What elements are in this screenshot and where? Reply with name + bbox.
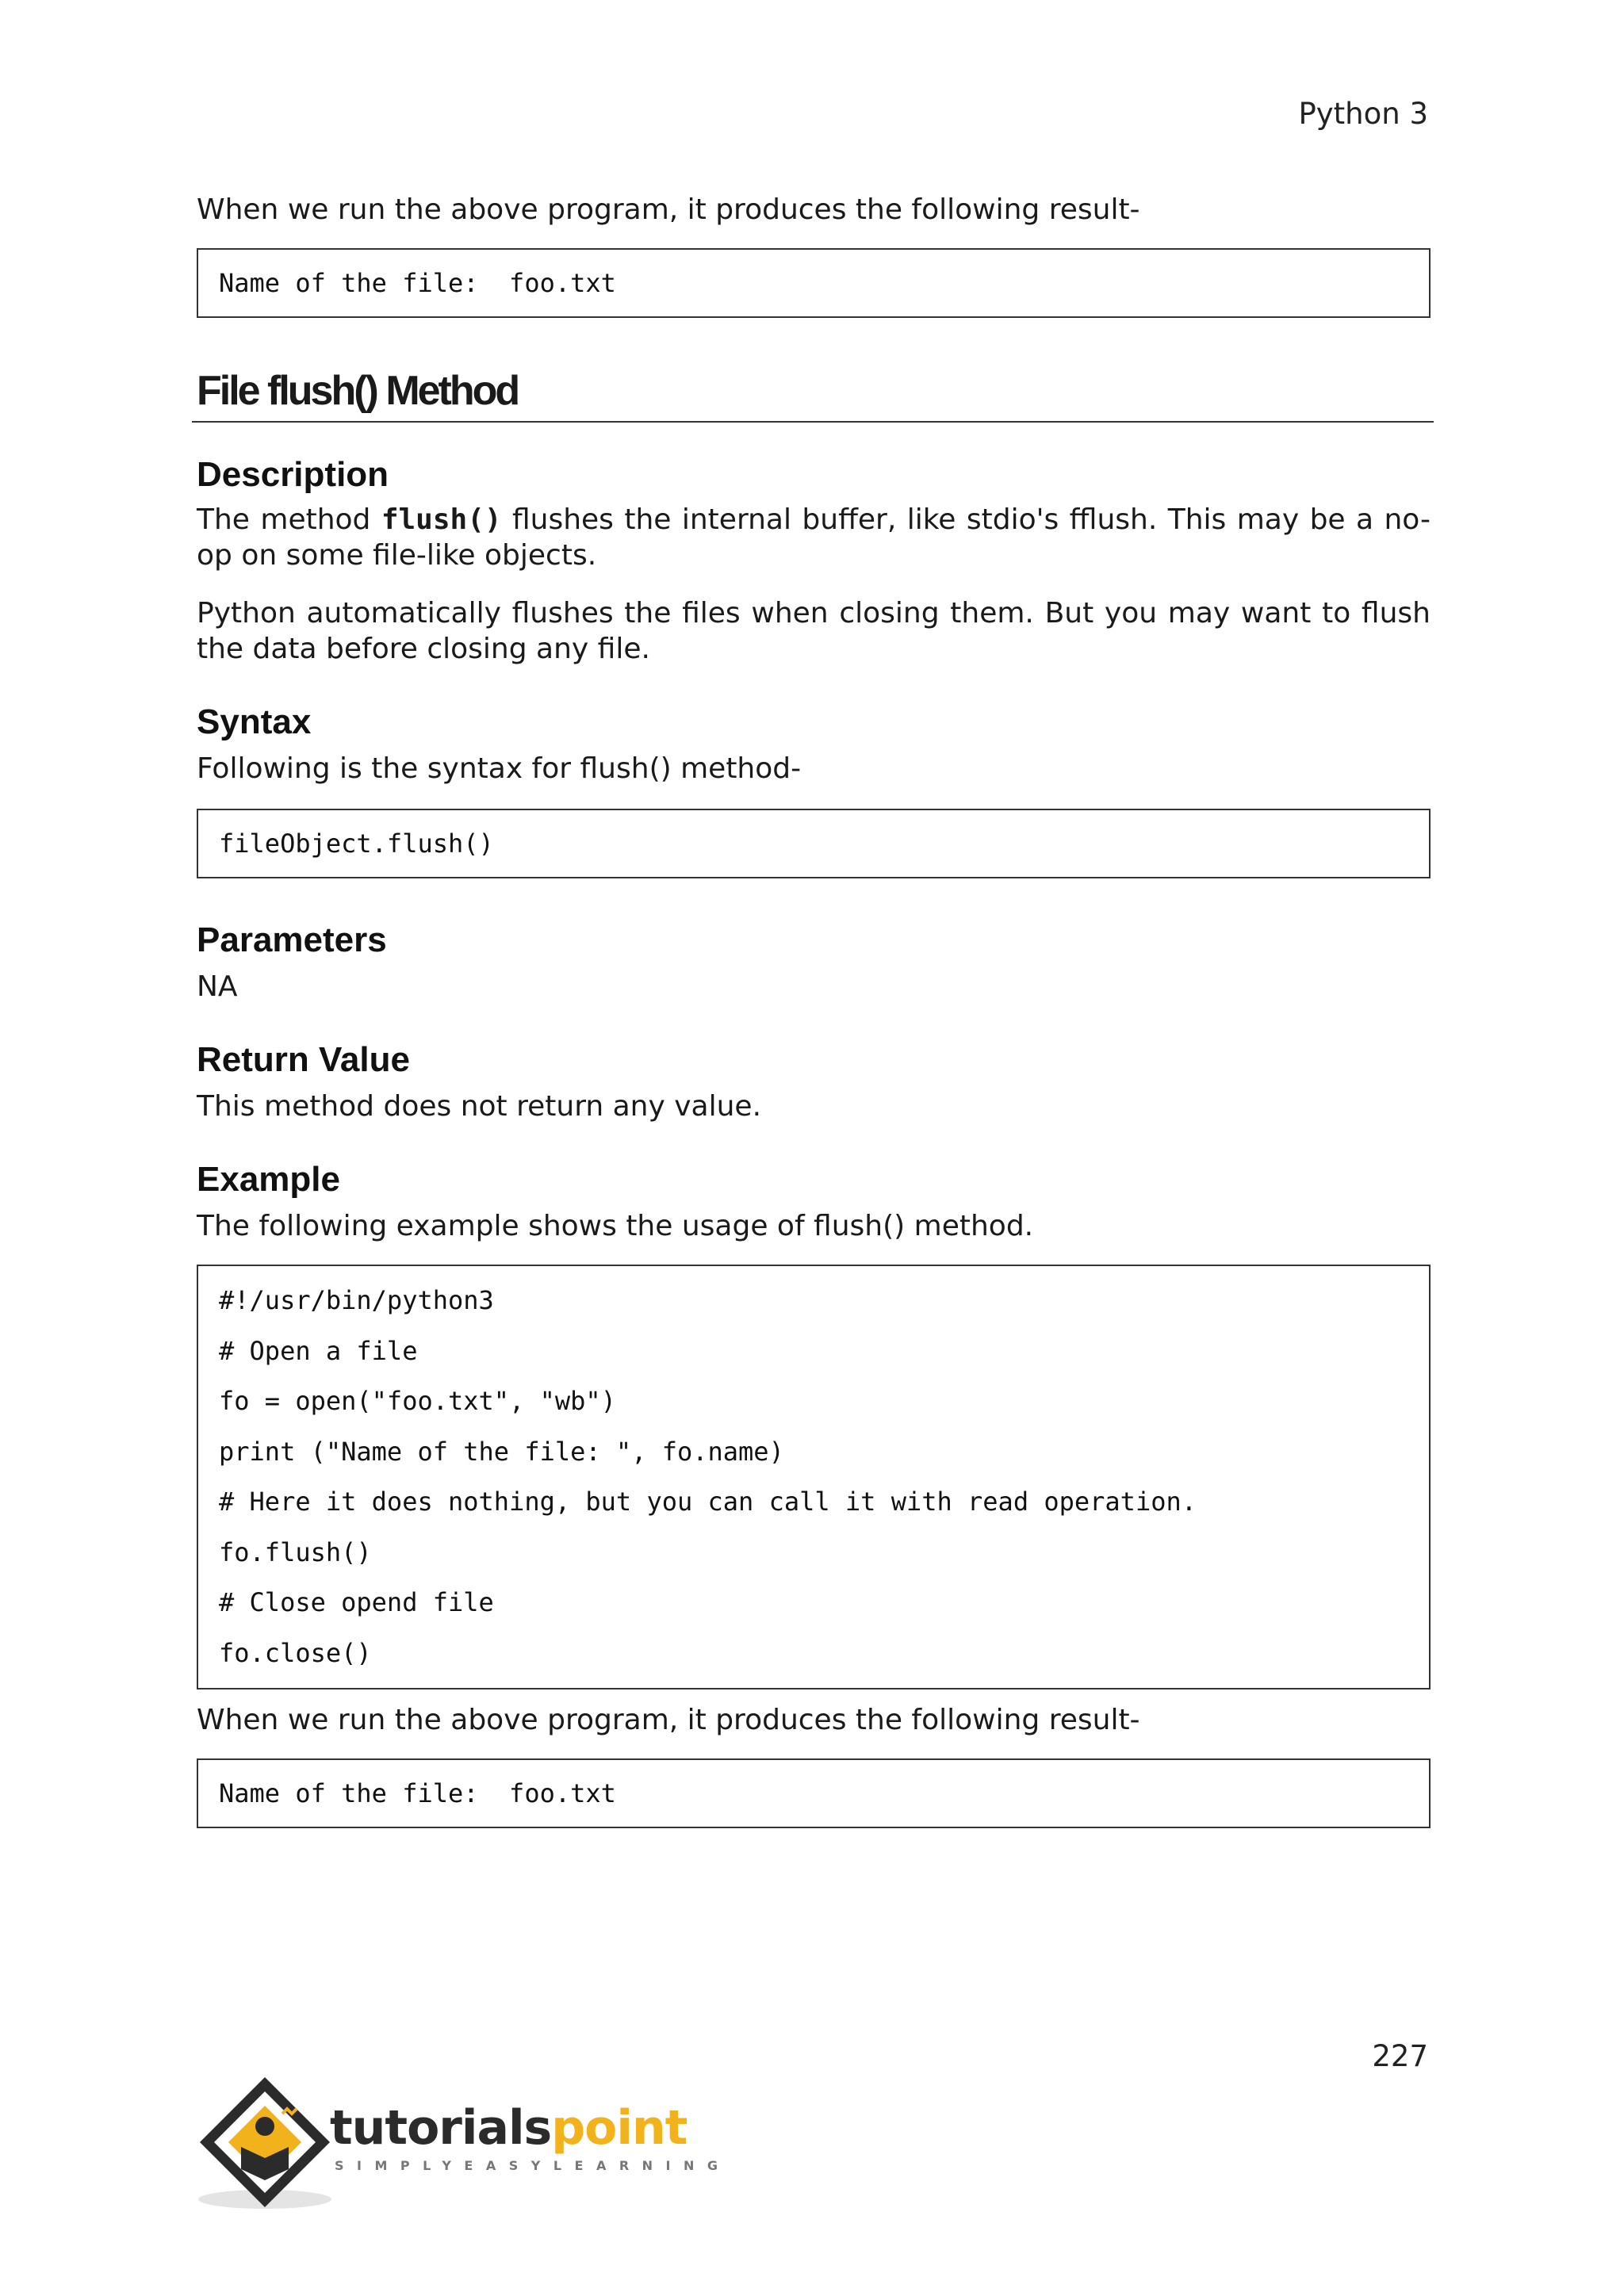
description-para-1 — [197, 502, 1431, 573]
code-line: #!/usr/bin/python3 — [219, 1285, 494, 1315]
code-line: # Close opend file — [219, 1587, 494, 1617]
output-box — [197, 248, 1431, 318]
code-line: fo.flush() — [219, 1536, 372, 1567]
description-text-end: flushes the internal buffer, like stdio's fflush. This may be a no-op on some file-like objects. — [197, 503, 1431, 572]
return-value-text: This method does not return any value. — [197, 1090, 762, 1123]
code-line: fo.close() — [219, 1637, 372, 1668]
logo-tagline: SIMPLYEASYLEARNING — [335, 2158, 731, 2173]
parameters-text: NA — [197, 970, 238, 1003]
syntax-code: fileObject.flush() — [219, 828, 494, 859]
syntax-heading: Syntax — [197, 702, 312, 741]
result-output-text: Name of the file: foo.txt — [219, 1778, 616, 1808]
code-line: # Here it does nothing, but you can call it with read operation. — [219, 1487, 1197, 1517]
code-line: # Open a file — [219, 1335, 418, 1366]
page-header-title: Python 3 — [1298, 97, 1428, 131]
logo-diamond-icon — [193, 2071, 336, 2214]
method-name-bold: flush() — [381, 503, 502, 536]
code-line: print ("Name of the file: ", fo.name) — [219, 1436, 784, 1467]
result-text: When we run the above program, it produces the following result- — [197, 1704, 1140, 1736]
return-value-heading: Return Value — [197, 1040, 410, 1079]
example-text: The following example shows the usage of flush() method. — [197, 1210, 1034, 1242]
output-text: Name of the file: foo.txt — [219, 268, 616, 298]
page-number: 227 — [1372, 2039, 1428, 2073]
syntax-code-box — [197, 809, 1431, 878]
section-title: File flush() Method — [192, 367, 1434, 423]
code-line: fo = open("foo.txt", "wb") — [219, 1386, 616, 1416]
description-heading: Description — [197, 455, 389, 494]
logo-wordmark — [330, 2100, 688, 2156]
logo-word-tutorials: tutorials — [330, 2100, 552, 2156]
parameters-heading: Parameters — [197, 920, 387, 959]
example-heading: Example — [197, 1160, 340, 1199]
syntax-text: Following is the syntax for flush() method- — [197, 752, 802, 785]
description-text-start: The method — [197, 503, 381, 536]
page-content — [197, 192, 1431, 1828]
description-para-2: Python automatically flushes the files when closing them. But you may want to flush the data before closing any file. — [197, 597, 1431, 665]
example-code-box — [197, 1265, 1431, 1689]
logo-word-point: point — [551, 2100, 688, 2156]
result-output-box — [197, 1758, 1431, 1828]
intro-text: When we run the above program, it produces the following result- — [197, 193, 1140, 226]
tutorialspoint-logo — [193, 2071, 731, 2214]
